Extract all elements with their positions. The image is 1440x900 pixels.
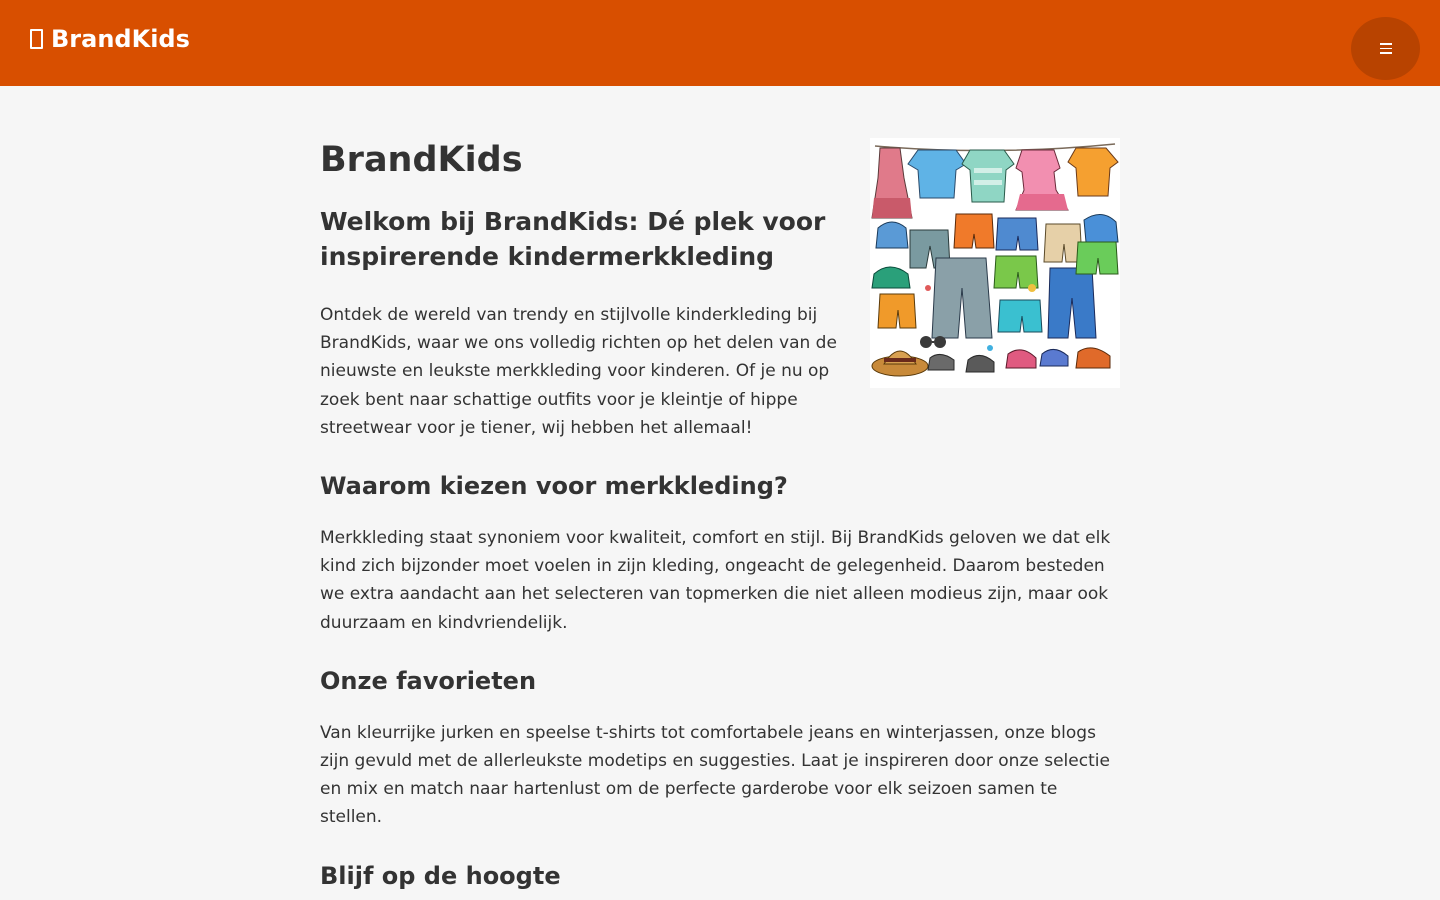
main-content xyxy=(320,86,1120,891)
section-text-why-brand: Merkkleding staat synoniem voor kwaliteit, comfort en stijl. Bij BrandKids geloven we dat elk kind zich bijzonder moet voelen in zijn kleding, ongeacht de gelegenheid. Daarom besteden we extra aandacht aan het selecteren van topmerken die niet alleen modieus zijn, maar ook duurzaam en kindvriendelijk. xyxy=(320,528,1111,633)
missing-glyph-icon xyxy=(30,29,43,49)
site-header xyxy=(0,0,1440,86)
intro-paragraph: Ontdek de wereld van trendy en stijlvolle kinderkleding bij BrandKids, waar we ons volledig richten op het delen van de nieuwste en leukste merkkleding voor kinderen. Of je nu op zoek bent naar schattige outfits voor je kleintje of hippe streetwear voor je tiener, wij hebben het allemaal! xyxy=(320,305,837,438)
section-heading-stay-updated: Blijf op de hoogte xyxy=(320,861,561,890)
intro-heading: Welkom bij BrandKids: Dé plek voor inspirerende kindermerkkleding xyxy=(320,207,826,271)
kids-clothing-illustration xyxy=(870,138,1120,388)
logo-text: BrandKids xyxy=(51,25,190,53)
site-logo-link[interactable] xyxy=(30,24,190,54)
page-title: BrandKids xyxy=(320,140,523,180)
menu-button[interactable] xyxy=(1351,17,1420,80)
hamburger-icon xyxy=(1380,43,1392,54)
section-heading-favorites: Onze favorieten xyxy=(320,666,537,695)
section-text-favorites: Van kleurrijke jurken en speelse t-shirts tot comfortabele jeans en winterjassen, onze blogs zijn gevuld met de allerleukste modetips en suggesties. Laat je inspireren door onze selectie en mix en match naar hartenlust om de perfecte garderobe voor elk seizoen samen te stellen. xyxy=(320,722,1110,828)
section-heading-why-brand: Waarom kiezen voor merkkleding? xyxy=(320,472,788,501)
